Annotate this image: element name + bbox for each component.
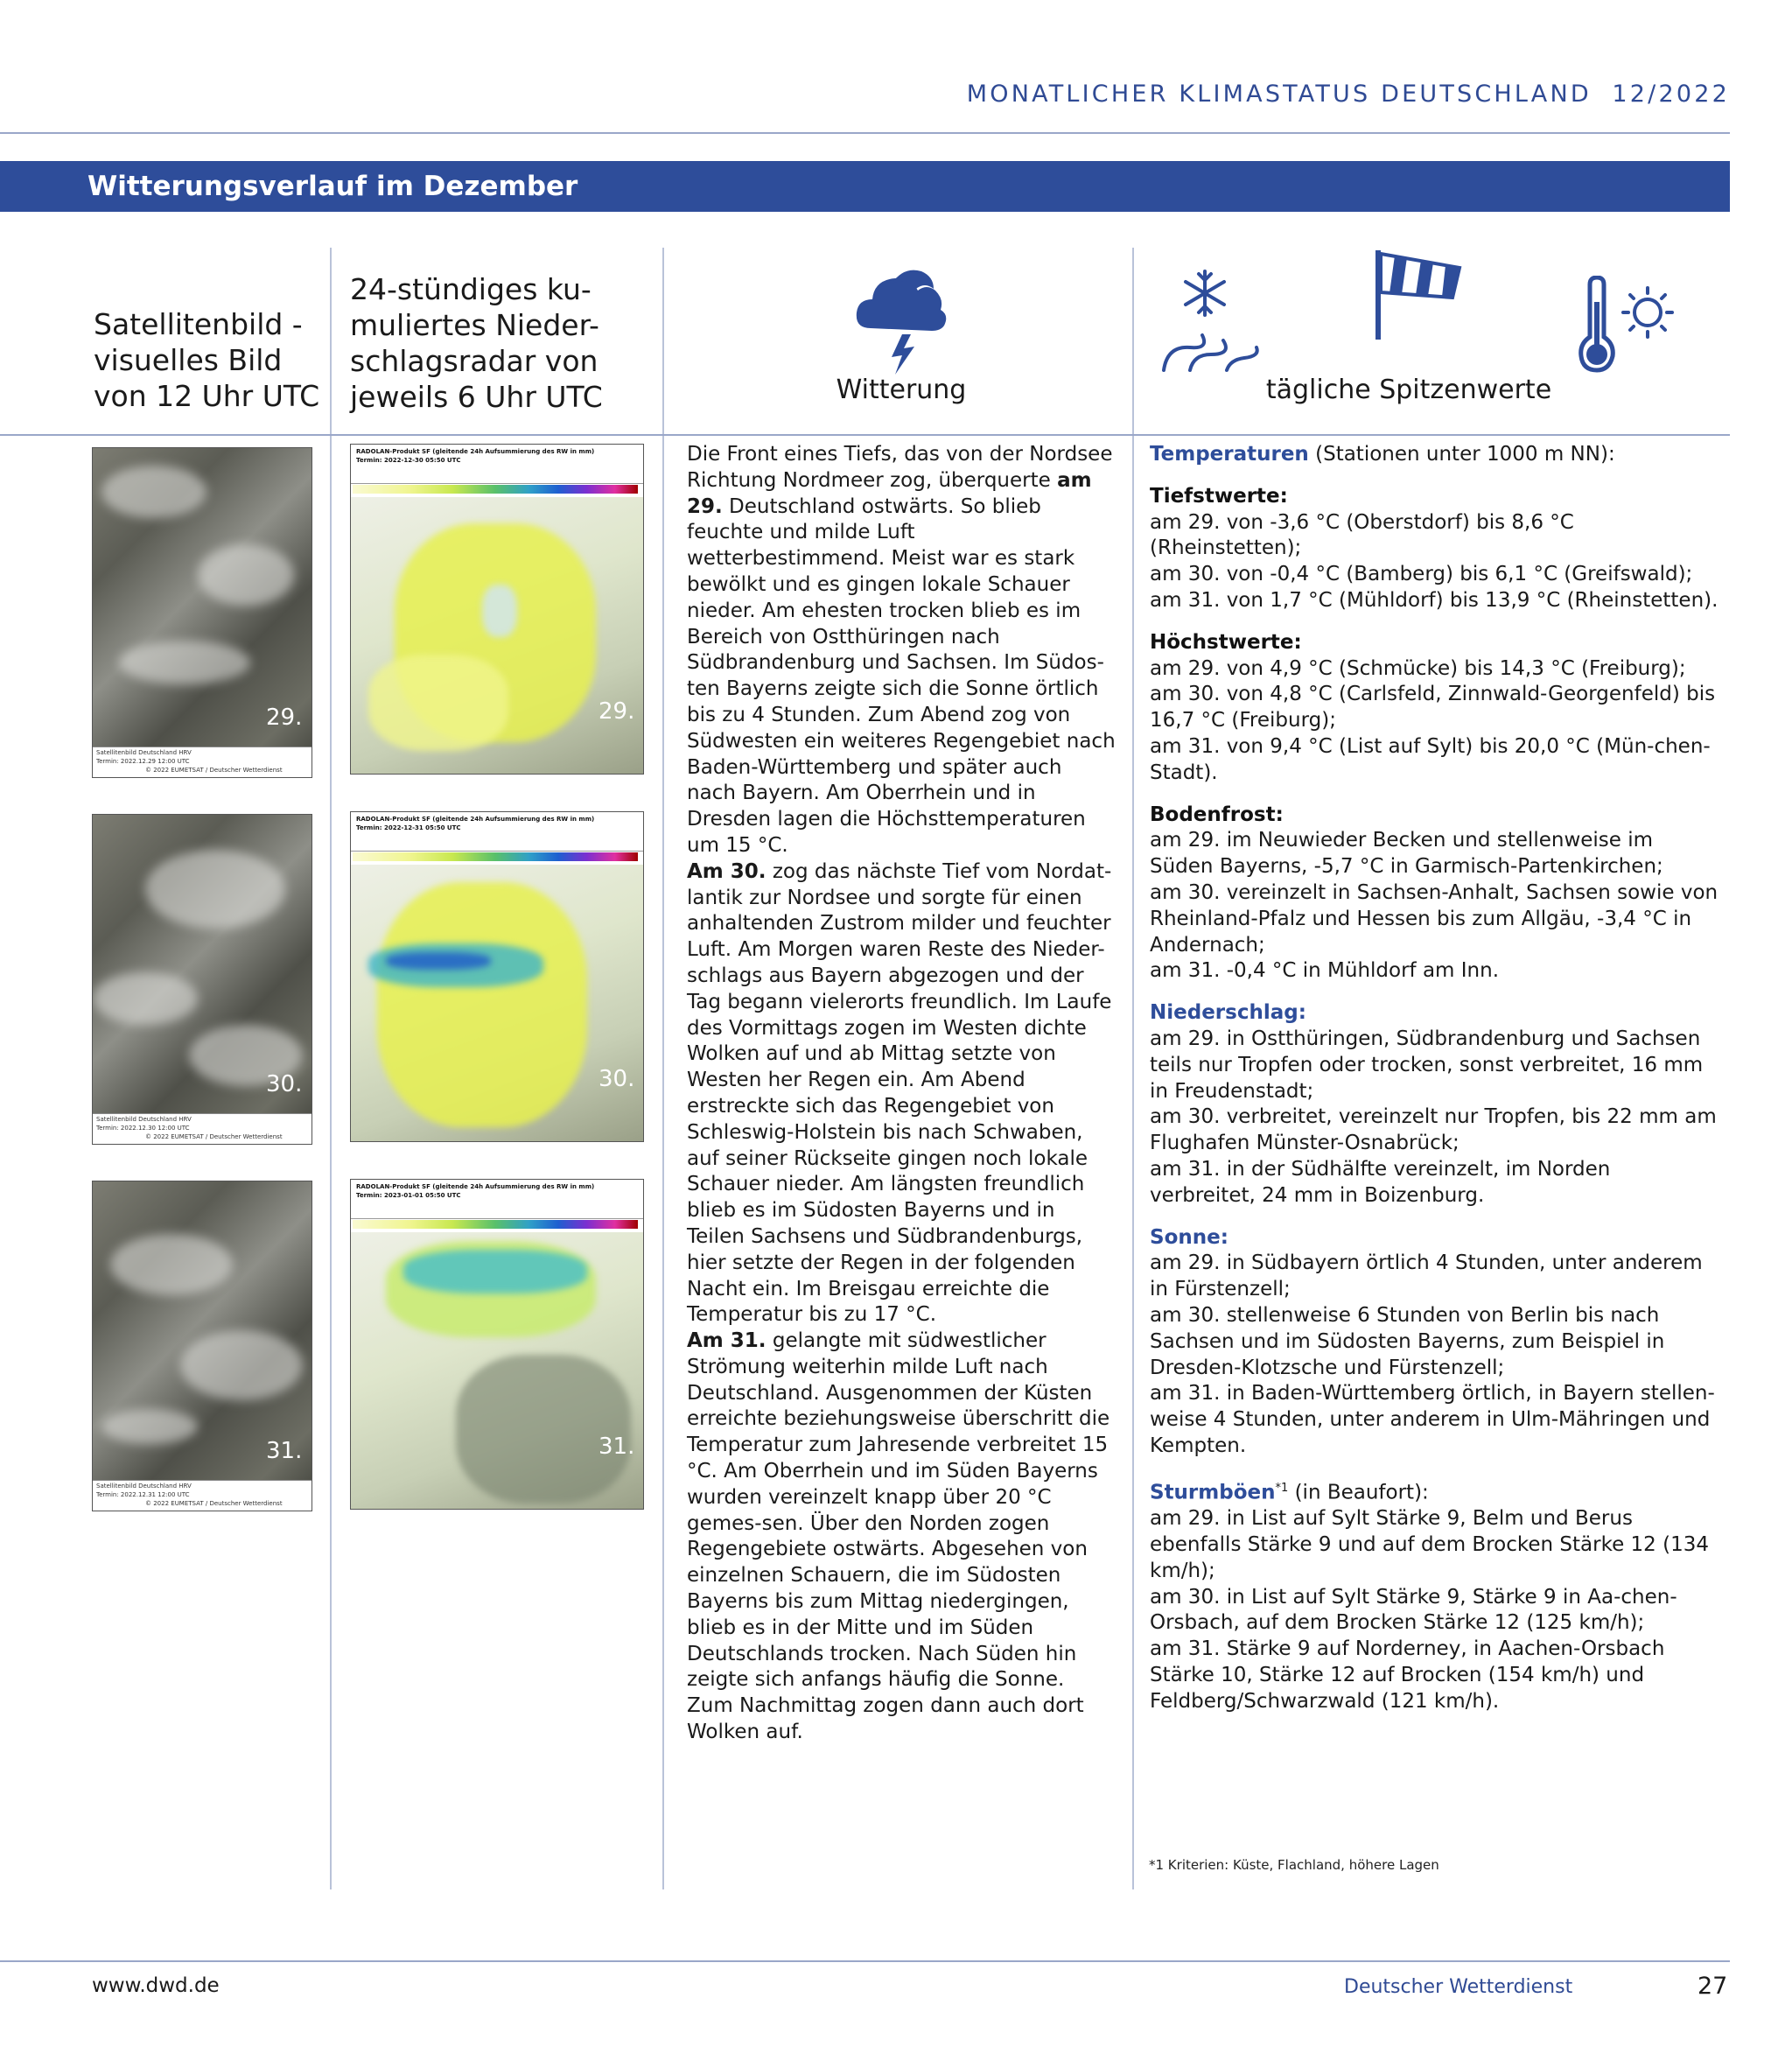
radar-color-scale	[353, 1220, 638, 1229]
radar-header-line: schlagsradar von	[350, 344, 598, 378]
footnote: *1 Kriterien: Küste, Flachland, höhere Lagen	[1149, 1857, 1439, 1873]
thunderstorm-cloud-icon	[853, 254, 949, 376]
max-temperature-line: am 29. von 4,9 °C (Schmücke) bis 14,3 °C (Freiburg);	[1150, 656, 1686, 680]
radar-map	[351, 1232, 643, 1509]
publication-name: MONATLICHER KLIMASTATUS DEUTSCHLAND	[966, 81, 1592, 108]
min-temperature-line: am 29. von -3,6 °C (Oberstdorf) bis 8,6 °C (Rheinstetten);	[1150, 510, 1574, 560]
section-title: Witterungsverlauf im Dezember	[88, 171, 578, 202]
precipitation-line: am 30. verbreitet, vereinzelt nur Tropfen, bis 22 mm am Flughafen Münster-Osnabrück;	[1150, 1105, 1717, 1155]
radar-map	[351, 865, 643, 1141]
radar-day-label: 31.	[598, 1434, 635, 1460]
satellite-day-label: 31.	[266, 1438, 303, 1464]
caption-line: © 2022 EUMETSAT / Deutscher Wetterdienst	[145, 1500, 283, 1507]
storm-heading	[1150, 1476, 1718, 1506]
precipitation-heading: Niederschlag:	[1150, 1001, 1306, 1025]
caption-line: © 2022 EUMETSAT / Deutscher Wetterdienst	[145, 767, 283, 774]
publication-period: 12/2022	[1612, 81, 1730, 108]
caption-line: Termin: 2022.12.29 12:00 UTC	[96, 758, 190, 765]
weather-column-header: Witterung	[836, 375, 967, 405]
column-divider	[662, 248, 664, 1889]
footer-divider	[0, 1960, 1730, 1962]
footer-url-link[interactable]: www.dwd.de	[92, 1974, 220, 1997]
radar-color-scale	[353, 485, 638, 494]
weather-paragraph-31	[687, 1328, 1116, 1746]
radar-column-header	[350, 271, 603, 415]
thermometer-sun-icon	[1571, 276, 1684, 376]
storm-title: Sturmböen	[1150, 1481, 1276, 1504]
column-divider	[1132, 248, 1134, 1889]
weather-date: Am 31.	[687, 1329, 766, 1353]
weather-date: am 29.	[687, 468, 1092, 518]
temperature-note: (Stationen unter 1000 m NN):	[1308, 443, 1615, 466]
max-temperature-line: am 30. von 4,8 °C (Carlsfeld, Zinnwald-Georgenfeld) bis 16,7 °C (Freiburg);	[1150, 683, 1716, 733]
sunshine-line: am 31. in Baden-Württemberg örtlich, in Bayern stellen-weise 4 Stunden, unter anderem in Ulm-Mähringen und Kempten.	[1150, 1382, 1715, 1457]
satellite-image-31	[92, 1181, 312, 1511]
column-header-divider	[0, 434, 1730, 436]
satellite-caption	[93, 1480, 312, 1511]
temperature-title: Temperaturen	[1150, 443, 1309, 466]
ground-frost-line: am 30. vereinzelt in Sachsen-Anhalt, Sachsen sowie von Rheinland-Pfalz und Hessen bis zum Allgäu, -3,4 °C in Andernach;	[1150, 880, 1718, 957]
radar-title: RADOLAN-Produkt SF (gleitende 24h Aufsummierung des RW in mm)	[356, 816, 595, 823]
storm-line: am 29. in List auf Sylt Stärke 9, Belm und Berus ebenfalls Stärke 9 und auf dem Brocken Stärke 12 (134 km/h);	[1150, 1507, 1709, 1582]
weather-date: Am 30.	[687, 859, 766, 883]
storm-line: am 31. Stärke 9 auf Norderney, in Aachen-Orsbach Stärke 10, Stärke 12 auf Brocken (154 km/h) und Feldberg/Schwarzwald (121 km/h).	[1150, 1637, 1665, 1713]
weather-text: zog das nächste Tief vom Nordat-lantik zur Nordsee und sorgte für einen anhaltenden Zustrom milder und feuchter Luft. Am Morgen waren Reste des Nieder-schlags aus Bayern abgezogen und der Tag begann vielerorts freundlich. Im Laufe des Vormittags zogen im Westen dichte Wolken auf und ab Mittag setzte von Westen her Regen ein. Am Abend erstreckte sich das Regengebiet von Schleswig-Holstein bis nach Schwaben, auf seiner Rückseite gingen noch lokale Schauer nieder. Am längsten freundlich blieb es im Südosten Bayerns und in Teilen Sachsens und Südbrandenburgs, hier setzte der Regen in der folgenden Nacht ein. Im Breisgau erreichte die Temperatur bis zu 17 °C.	[687, 859, 1112, 1327]
page-number: 27	[1698, 1973, 1728, 2000]
radar-header-line: muliertes Nieder-	[350, 308, 599, 342]
weather-paragraph-29	[687, 442, 1116, 859]
ground-frost-line: am 29. im Neuwieder Becken und stellenweise im Süden Bayerns, -5,7 °C in Garmisch-Partenkirchen;	[1150, 829, 1663, 879]
column-divider	[330, 248, 332, 1889]
radar-title: RADOLAN-Produkt SF (gleitende 24h Aufsummierung des RW in mm)	[356, 448, 595, 455]
min-temperature-heading: Tiefstwerte:	[1150, 484, 1288, 508]
radar-day-label: 29.	[598, 698, 635, 725]
ground-frost-heading: Bodenfrost:	[1150, 803, 1284, 826]
caption-line: © 2022 EUMETSAT / Deutscher Wetterdienst	[145, 1133, 283, 1140]
peak-values	[1150, 442, 1718, 1715]
peaks-column-header: tägliche Spitzenwerte	[1265, 375, 1552, 405]
weather-description	[687, 442, 1116, 1746]
radar-map	[351, 497, 643, 774]
satellite-caption	[93, 747, 312, 777]
sunshine-heading: Sonne:	[1150, 1225, 1228, 1249]
radar-color-scale	[353, 852, 638, 861]
header-divider	[0, 132, 1730, 134]
radar-image-29	[350, 444, 644, 775]
ground-frost-line: am 31. -0,4 °C in Mühldorf am Inn.	[1150, 959, 1500, 983]
caption-line: Termin: 2022.12.30 12:00 UTC	[96, 1125, 190, 1132]
radar-title: RADOLAN-Produkt SF (gleitende 24h Aufsummierung des RW in mm)	[356, 1183, 595, 1190]
radar-header-line: 24-stündiges ku-	[350, 272, 592, 306]
satellite-column-header	[94, 306, 319, 414]
radar-termin: Termin: 2022-12-31 05:50 UTC	[356, 824, 461, 831]
max-temperature-heading: Höchstwerte:	[1150, 630, 1302, 654]
caption-line: Satellitenbild Deutschland HRV	[96, 1483, 192, 1490]
radar-header	[351, 445, 643, 484]
sunshine-line: am 29. in Südbayern örtlich 4 Stunden, unter anderem in Fürstenzell;	[1150, 1251, 1703, 1301]
radar-image-31	[350, 1179, 644, 1510]
satellite-header-line: von 12 Uhr UTC	[94, 379, 320, 413]
satellite-day-label: 29.	[266, 705, 303, 731]
caption-line: Satellitenbild Deutschland HRV	[96, 749, 192, 756]
caption-line: Satellitenbild Deutschland HRV	[96, 1116, 192, 1123]
precipitation-line: am 29. in Ostthüringen, Südbrandenburg und Sachsen teils nur Tropfen oder trocken, sonst verbreitet, 16 mm in Freudenstadt;	[1150, 1027, 1704, 1103]
weather-text: gelangte mit südwestlicher Strömung weiterhin milde Luft nach Deutschland. Ausgenommen der Küsten erreichte beziehungsweise überschritt die Temperatur zum Jahresende verbreitet 15 °C. Am Oberrhein und im Süden Bayerns wurden vereinzelt knapp über 20 °C gemes-sen. Über den Norden zogen Regengebiete ostwärts. Abgesehen von einzelnen Schauern, die im Südosten Bayerns bis zum Mittag niedergingen, blieb es in der Mitte und im Süden Deutschlands trocken. Nach Süden hin zeigte sich anfangs häufig die Sonne. Zum Nachmittag zogen dann auch dort Wolken auf.	[687, 1329, 1110, 1744]
precipitation-line: am 31. in der Südhälfte vereinzelt, im Norden verbreitet, 24 mm in Boizenburg.	[1150, 1157, 1611, 1207]
storm-line: am 30. in List auf Sylt Stärke 9, Stärke 9 in Aa-chen-Orsbach, auf dem Brocken Stärke 12 (125 km/h);	[1150, 1585, 1677, 1635]
satellite-day-label: 30.	[266, 1071, 303, 1097]
snowflake-road-icon	[1157, 267, 1262, 376]
sunshine-line: am 30. stellenweise 6 Stunden von Berlin bis nach Sachsen und im Südosten Bayerns, zum Beispiel in Dresden-Klotzsche und Fürstenzell;	[1150, 1303, 1665, 1379]
windsock-icon	[1372, 247, 1468, 343]
radar-header	[351, 812, 643, 852]
caption-line: Termin: 2022.12.31 12:00 UTC	[96, 1491, 190, 1498]
satellite-header-line: Satellitenbild -	[94, 307, 303, 341]
weather-text: Die Front eines Tiefs, das von der Nordsee Richtung Nordmeer zog, überquerte	[687, 443, 1113, 492]
radar-header	[351, 1180, 643, 1219]
satellite-image-29	[92, 447, 312, 778]
radar-termin: Termin: 2023-01-01 05:50 UTC	[356, 1192, 461, 1199]
radar-day-label: 30.	[598, 1066, 635, 1092]
satellite-image-30	[92, 814, 312, 1145]
radar-header-line: jeweils 6 Uhr UTC	[350, 380, 603, 414]
min-temperature-line: am 30. von -0,4 °C (Bamberg) bis 6,1 °C (Greifswald);	[1150, 563, 1693, 586]
footer-organization: Deutscher Wetterdienst	[1344, 1976, 1573, 1998]
weather-paragraph-30	[687, 859, 1116, 1328]
satellite-caption	[93, 1113, 312, 1144]
storm-note: (in Beaufort):	[1288, 1481, 1429, 1504]
radar-termin: Termin: 2022-12-30 05:50 UTC	[356, 457, 461, 464]
radar-image-30	[350, 811, 644, 1142]
min-temperature-line: am 31. von 1,7 °C (Mühldorf) bis 13,9 °C (Rheinstetten).	[1150, 588, 1718, 612]
satellite-header-line: visuelles Bild	[94, 343, 283, 377]
max-temperature-line: am 31. von 9,4 °C (List auf Sylt) bis 20,0 °C (Mün-chen-Stadt).	[1150, 734, 1711, 784]
footnote-marker: *1	[1275, 1481, 1289, 1495]
temperature-heading	[1150, 442, 1718, 468]
publication-title	[967, 81, 1730, 108]
weather-text: Deutschland ostwärts. So blieb feuchte und milde Luft wetterbestimmend. Meist war es stark bewölkt und es gingen lokale Schauer nieder. Am ehesten trocken blieb es im Bereich von Ostthüringen nach Südbrandenburg und Sachsen. Im Südos-ten Bayerns zeigte sich die Sonne örtlich bis zu 4 Stunden. Zum Abend zog von Südwesten ein weiteres Regengebiet nach Baden-Württemberg und später auch nach Bayern. Am Oberrhein und in Dresden lagen die Höchsttemperaturen um 15 °C.	[687, 494, 1116, 857]
